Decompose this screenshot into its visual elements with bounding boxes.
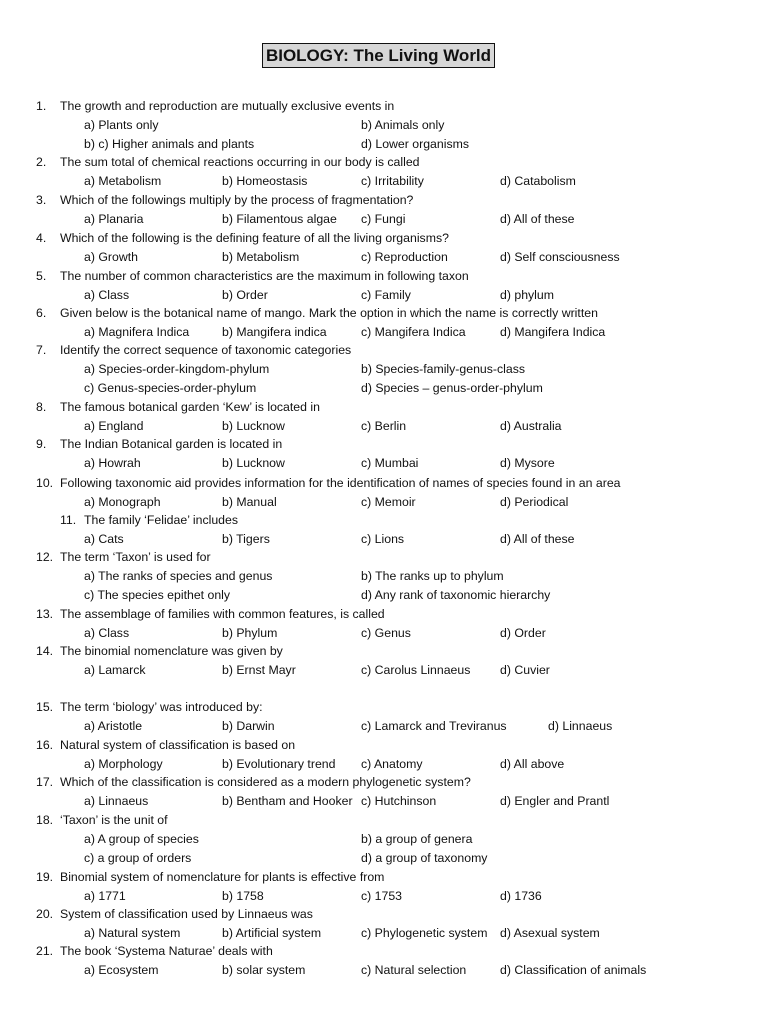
question (36, 306, 598, 321)
answer-option: c) Natural selection (361, 963, 467, 977)
question-text: System of classification used by Linnaeus was (60, 907, 313, 921)
question (36, 193, 413, 208)
question-text: Natural system of classification is based on (60, 738, 296, 752)
question-text: The sum total of chemical reactions occurring in our body is called (60, 155, 420, 169)
answer-option: b) The ranks up to phylum (361, 569, 504, 583)
answer-option: b) Lucknow (222, 456, 285, 470)
answer-option: c) Family (361, 288, 411, 302)
answer-option: b) Bentham and Hooker (222, 794, 353, 808)
answer-option: d) Mangifera Indica (500, 325, 606, 339)
answer-option: c) Mumbai (361, 456, 419, 470)
question (60, 513, 238, 528)
question (36, 437, 282, 452)
question (36, 99, 394, 114)
question-text: The term ‘biology’ was introduced by: (60, 700, 263, 714)
question-text: The assemblage of families with common features, is called (60, 607, 385, 621)
question-number: 17. (36, 775, 54, 789)
question (36, 550, 211, 565)
question-number: 1. (36, 99, 47, 113)
answer-option: d) Linnaeus (548, 719, 613, 733)
question-text: The Indian Botanical garden is located in (60, 437, 283, 451)
answer-option: d) Asexual system (500, 926, 600, 940)
question-text: The number of common characteristics are the maximum in following taxon (60, 269, 469, 283)
answer-option: b) Evolutionary trend (222, 757, 336, 771)
answer-option: c) Anatomy (361, 757, 423, 771)
answer-option: b) Animals only (361, 118, 445, 132)
answer-option: d) Engler and Prantl (500, 794, 610, 808)
answer-option: a) Monograph (84, 495, 161, 509)
answer-option: b) Manual (222, 495, 277, 509)
question-text: The term ‘Taxon’ is used for (60, 550, 211, 564)
answer-option: d) Cuvier (500, 663, 550, 677)
answer-option: b) Artificial system (222, 926, 322, 940)
answer-option: b) Species-family-genus-class (361, 362, 526, 376)
answer-option: c) Carolus Linnaeus (361, 663, 471, 677)
question-number: 3. (36, 193, 47, 207)
question (36, 155, 420, 170)
question-text: Which of the followings multiply by the process of fragmentation? (60, 193, 414, 207)
question-text: Given below is the botanical name of mango. Mark the option in which the name is correctly written (60, 306, 598, 320)
answer-option: b) Ernst Mayr (222, 663, 296, 677)
answer-option: d) Self consciousness (500, 250, 620, 264)
answer-option: b) 1758 (222, 889, 264, 903)
answer-option: d) phylum (500, 288, 554, 302)
question-number: 15. (36, 700, 54, 714)
page-title: BIOLOGY: The Living World (262, 43, 495, 68)
answer-option: b) solar system (222, 963, 306, 977)
answer-option: a) Natural system (84, 926, 181, 940)
question-text: Which of the classification is considered as a modern phylogenetic system? (60, 775, 471, 789)
answer-option: d) All of these (500, 212, 575, 226)
question-number: 7. (36, 343, 47, 357)
question-text: Which of the following is the defining feature of all the living organisms? (60, 231, 449, 245)
answer-option: b) Darwin (222, 719, 275, 733)
question-text: The family ‘Felidae’ includes (84, 513, 239, 527)
answer-option: a) Class (84, 626, 130, 640)
question-number: 14. (36, 644, 54, 658)
answer-option: a) Metabolism (84, 174, 162, 188)
answer-option: b) Lucknow (222, 419, 285, 433)
answer-option: c) 1753 (361, 889, 403, 903)
answer-option: a) Class (84, 288, 130, 302)
question-number: 6. (36, 306, 47, 320)
answer-option: a) The ranks of species and genus (84, 569, 273, 583)
answer-option: d) All of these (500, 532, 575, 546)
question-number: 18. (36, 813, 54, 827)
question-text: The book ‘Systema Naturae’ deals with (60, 944, 273, 958)
question (36, 870, 384, 885)
answer-option: d) All above (500, 757, 565, 771)
answer-option: a) A group of species (84, 832, 199, 846)
question-number: 2. (36, 155, 47, 169)
question-text: ‘Taxon’ is the unit of (60, 813, 168, 827)
question-number: 20. (36, 907, 54, 921)
answer-option: c) Lamarck and Treviranus (361, 719, 507, 733)
answer-option: a) Cats (84, 532, 124, 546)
question-number: 13. (36, 607, 54, 621)
question-number: 12. (36, 550, 54, 564)
question (36, 343, 351, 358)
answer-option: c) Irritability (361, 174, 424, 188)
answer-option: a) Growth (84, 250, 138, 264)
question (36, 944, 273, 959)
answer-option: a) Lamarck (84, 663, 146, 677)
answer-option: c) Lions (361, 532, 405, 546)
answer-option: b) Phylum (222, 626, 278, 640)
answer-option: c) Genus (361, 626, 411, 640)
answer-option: b) Metabolism (222, 250, 300, 264)
answer-option: b) Homeostasis (222, 174, 308, 188)
answer-option: d) Lower organisms (361, 137, 469, 151)
question (36, 738, 295, 753)
answer-option: a) England (84, 419, 144, 433)
answer-option: a) Ecosystem (84, 963, 159, 977)
question-number: 9. (36, 437, 47, 451)
question-number: 21. (36, 944, 54, 958)
question (36, 775, 471, 790)
answer-option: a) 1771 (84, 889, 126, 903)
answer-option: a) Aristotle (84, 719, 143, 733)
question-number: 8. (36, 400, 47, 414)
question-text: The famous botanical garden ‘Kew’ is located in (60, 400, 320, 414)
answer-option: c) Berlin (361, 419, 407, 433)
question-text: Binomial system of nomenclature for plants is effective from (60, 870, 385, 884)
question (36, 269, 469, 284)
question-number: 19. (36, 870, 54, 884)
answer-option: b) Order (222, 288, 268, 302)
answer-option: b) c) Higher animals and plants (84, 137, 255, 151)
question-number: 11. (60, 513, 77, 527)
question-number: 10. (36, 476, 54, 490)
answer-option: d) Order (500, 626, 546, 640)
answer-option: d) 1736 (500, 889, 542, 903)
question (36, 813, 168, 828)
answer-option: d) Australia (500, 419, 562, 433)
question-text: Identify the correct sequence of taxonomic categories (60, 343, 352, 357)
answer-option: c) Mangifera Indica (361, 325, 466, 339)
answer-option: c) Fungi (361, 212, 406, 226)
question (36, 644, 283, 659)
answer-option: b) Tigers (222, 532, 270, 546)
answer-option: c) Phylogenetic system (361, 926, 488, 940)
answer-option: a) Howrah (84, 456, 141, 470)
question (36, 400, 320, 415)
question (36, 700, 263, 715)
answer-option: b) Filamentous algae (222, 212, 337, 226)
answer-option: a) Magnifera Indica (84, 325, 190, 339)
answer-option: d) Any rank of taxonomic hierarchy (361, 588, 551, 602)
question-text: Following taxonomic aid provides information for the identification of names of species found in an area (60, 476, 621, 490)
answer-option: c) The species epithet only (84, 588, 231, 602)
answer-option: c) Hutchinson (361, 794, 437, 808)
answer-option: a) Planaria (84, 212, 144, 226)
question (36, 231, 449, 246)
answer-option: a) Plants only (84, 118, 159, 132)
answer-option: d) Mysore (500, 456, 555, 470)
question-text: The binomial nomenclature was given by (60, 644, 283, 658)
question-number: 16. (36, 738, 54, 752)
question (36, 607, 385, 622)
answer-option: c) Memoir (361, 495, 416, 509)
question-text: The growth and reproduction are mutually exclusive events in (60, 99, 395, 113)
answer-option: a) Morphology (84, 757, 163, 771)
answer-option: a) Linnaeus (84, 794, 149, 808)
answer-option: a) Species-order-kingdom-phylum (84, 362, 270, 376)
question (36, 907, 313, 922)
answer-option: d) a group of taxonomy (361, 851, 488, 865)
answer-option: c) a group of orders (84, 851, 192, 865)
answer-option: d) Classification of animals (500, 963, 647, 977)
answer-option: c) Genus-species-order-phylum (84, 381, 257, 395)
answer-option: d) Catabolism (500, 174, 576, 188)
question-number: 5. (36, 269, 47, 283)
answer-option: d) Species – genus-order-phylum (361, 381, 543, 395)
answer-option: b) a group of genera (361, 832, 473, 846)
answer-option: d) Periodical (500, 495, 569, 509)
answer-option: b) Mangifera indica (222, 325, 327, 339)
answer-option: c) Reproduction (361, 250, 448, 264)
question-number: 4. (36, 231, 47, 245)
question (36, 476, 621, 491)
